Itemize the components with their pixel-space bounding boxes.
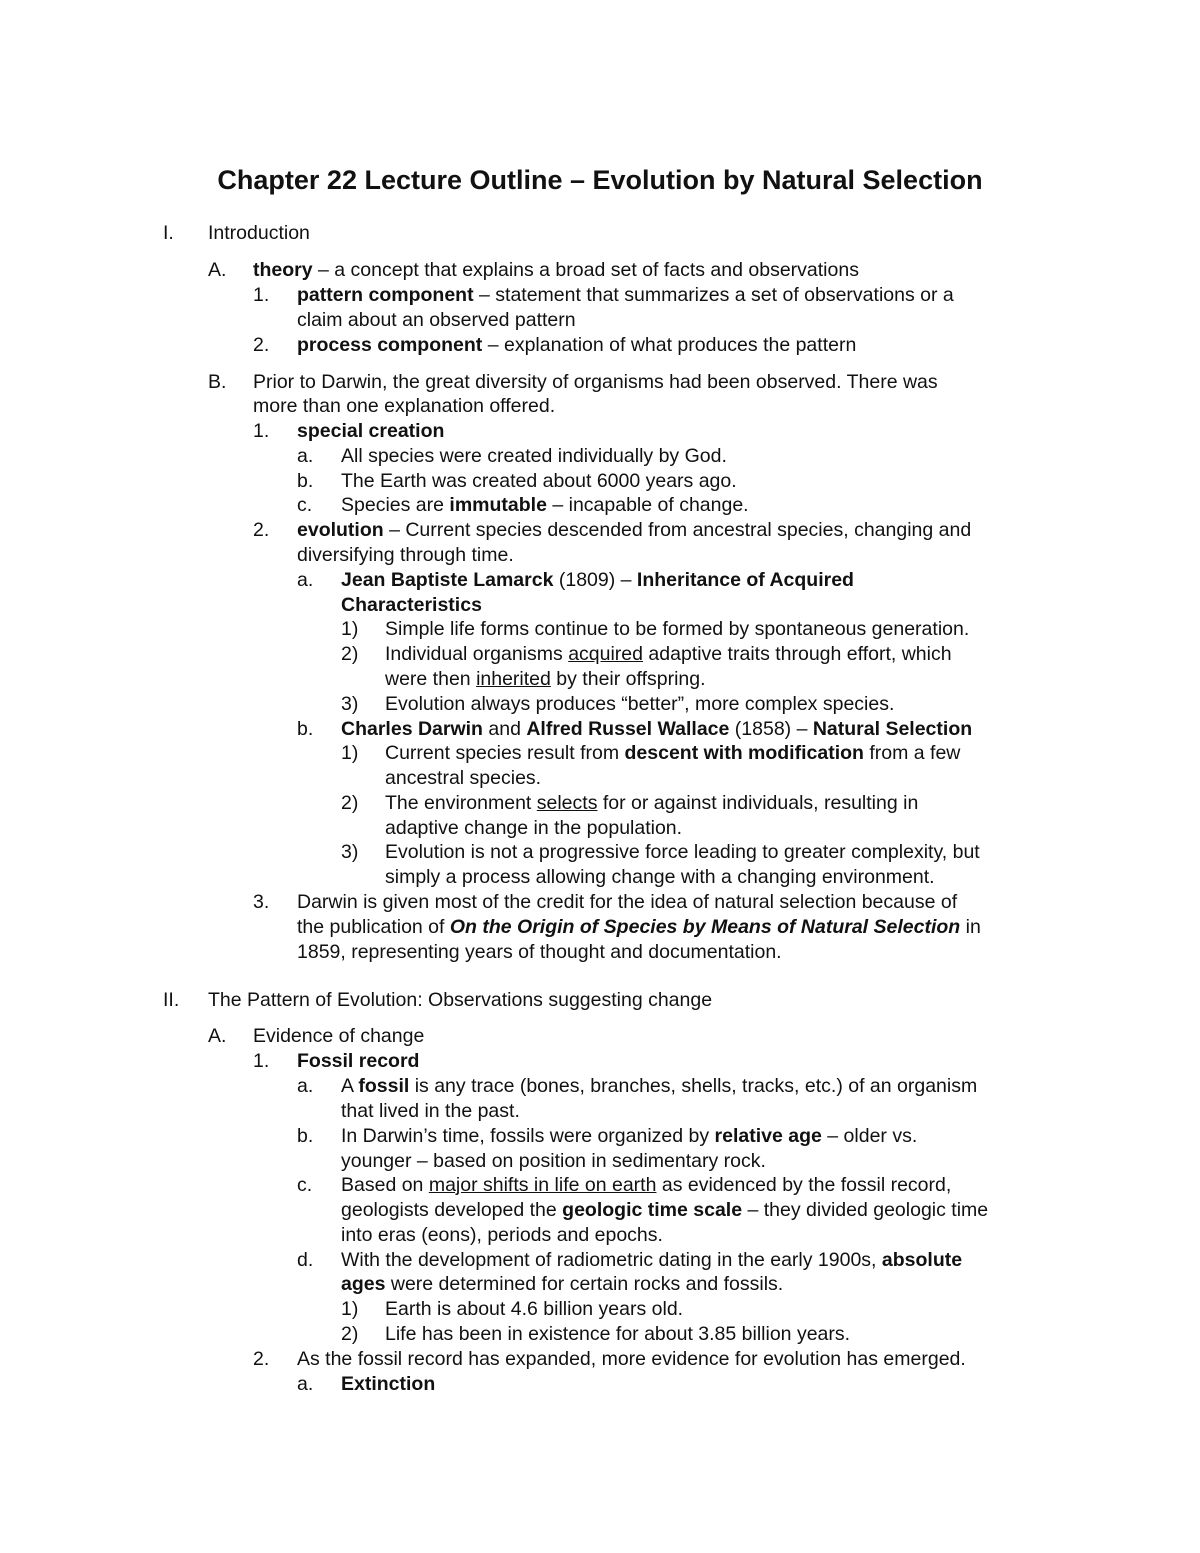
- list-marker: a.: [297, 569, 314, 591]
- list-marker: b.: [297, 718, 314, 740]
- list-marker: a.: [297, 1075, 314, 1097]
- list-marker: d.: [297, 1249, 314, 1271]
- key-term: special creation: [297, 420, 445, 442]
- key-term: geologic time scale: [562, 1199, 743, 1221]
- list-marker: 2): [341, 792, 359, 814]
- list-marker: c.: [297, 1174, 313, 1196]
- list-marker: a.: [297, 1373, 314, 1395]
- key-term: Extinction: [341, 1373, 436, 1395]
- key-term: evolution: [297, 519, 384, 541]
- underlined-term: acquired: [568, 643, 643, 665]
- list-marker: b.: [297, 1125, 314, 1147]
- page-title: Chapter 22 Lecture Outline – Evolution by Natural Selection: [217, 165, 983, 195]
- list-marker: 2.: [253, 519, 270, 541]
- key-term: Inheritance of Acquired: [636, 569, 854, 591]
- key-term: Alfred Russel Wallace: [526, 718, 730, 740]
- list-marker: 2.: [253, 1348, 270, 1370]
- key-term: Charles Darwin: [341, 718, 483, 740]
- list-marker: 1.: [253, 1050, 270, 1072]
- document-page: Chapter 22 Lecture Outline – Evolution by Natural Selection I. Introduction A. theory – a concept that explains a broad set of facts and observations 1. pattern component – statement that summarizes a set of observations or a claim about an observed pattern 2. process component – explanation of what produces the pattern B. Prior to Darwin, the great diversity of organisms had been observed. There was more than one explanation offered. 1. special creation a. All species were created individually by God. b. The Earth was created about 6000 years ago. c. Species are immutable – incapable of change. 2. evolution – Current species descended from ancestral species, changing and diversifying through time. a. Jean Baptiste Lamarck (1809) – Inheritance of Acquired Characteristics 1) Simple life forms continue to be formed by spontaneous generation. 2) Individual organisms acquired adaptive traits through effort, which were then inherited by their offspring. 3) Evolution always produces “better”, more complex species. b. Charles Darwin and Alfred Russel Wallace (1858) – Natural Selection 1) Current species result from descent with modification from a few ancestral species. 2) The environment selects for or against individuals, resulting in adaptive change in the population. 3) Evolution is not a progressive force leading to greater complexity, but simply a process allowing change with a changing environment. 3. Darwin is given most of the credit for the idea of natural selection because of the publication of On the Origin of Species by Means of Natural Selection in 1859, representing years of thought and documentation. II. The Pattern of Evolution: Observations suggesting change A. Evidence of change 1. Fossil record a. A fossil is any trace (bones, branches, shells, tracks, etc.) of an organism that lived in the past. b. In Darwin’s time, fossils were organized by relative age – older vs. younger – based on position in sedimentary rock. c. Based on major shifts in life on earth as evidenced by the fossil record, geologists developed the geologic time scale – they divided geologic time into eras (eons), periods and epochs. d. With the development of radiometric dating in the early 1900s, absolute ages were determined for certain rocks and fossils. 1) Earth is about 4.6 billion years old. 2) Life has been in existence for about 3.85 billion years. 2. As the fossil record has expanded, more evidence for evolution has emerged. a. Extinction: [0, 0, 1200, 1553]
- list-marker: 1.: [253, 284, 270, 306]
- list-marker: B.: [208, 371, 227, 393]
- section-title: The Pattern of Evolution: Observations suggesting change: [208, 989, 713, 1011]
- list-marker: 3): [341, 693, 359, 715]
- list-marker: c.: [297, 494, 313, 516]
- list-marker: 1): [341, 1298, 359, 1320]
- list-marker: 2.: [253, 334, 270, 356]
- key-term: fossil: [358, 1075, 410, 1097]
- list-marker: b.: [297, 470, 314, 492]
- key-term: ages: [341, 1273, 386, 1295]
- key-term: Fossil record: [297, 1050, 420, 1072]
- list-marker: 1): [341, 618, 359, 640]
- list-marker: A.: [208, 259, 227, 281]
- underlined-term: selects: [536, 792, 598, 814]
- list-marker: I.: [163, 222, 174, 244]
- list-marker: 3): [341, 841, 359, 863]
- key-term: absolute: [881, 1249, 963, 1271]
- underlined-term: inherited: [476, 668, 551, 690]
- list-marker: a.: [297, 445, 314, 467]
- list-marker: 3.: [253, 891, 270, 913]
- list-marker: 1.: [253, 420, 270, 442]
- underlined-term: major shifts in life on earth: [428, 1174, 657, 1196]
- list-marker: 2): [341, 1323, 359, 1345]
- key-term: relative age: [714, 1125, 822, 1147]
- list-marker: II.: [163, 989, 180, 1011]
- list-marker: 2): [341, 643, 359, 665]
- key-term: Characteristics: [341, 594, 482, 616]
- key-term: Jean Baptiste Lamarck: [341, 569, 554, 591]
- key-term: Natural Selection: [812, 718, 973, 740]
- section-title: Introduction: [208, 222, 310, 244]
- list-marker: 1): [341, 742, 359, 764]
- list-marker: A.: [208, 1025, 227, 1047]
- key-term: theory: [253, 259, 313, 281]
- key-term: descent with modification: [624, 742, 864, 764]
- key-term: immutable: [449, 494, 547, 516]
- book-title: On the Origin of Species by Means of Natural Selection: [449, 916, 961, 938]
- key-term: pattern component: [297, 284, 474, 306]
- key-term: process component: [297, 334, 483, 356]
